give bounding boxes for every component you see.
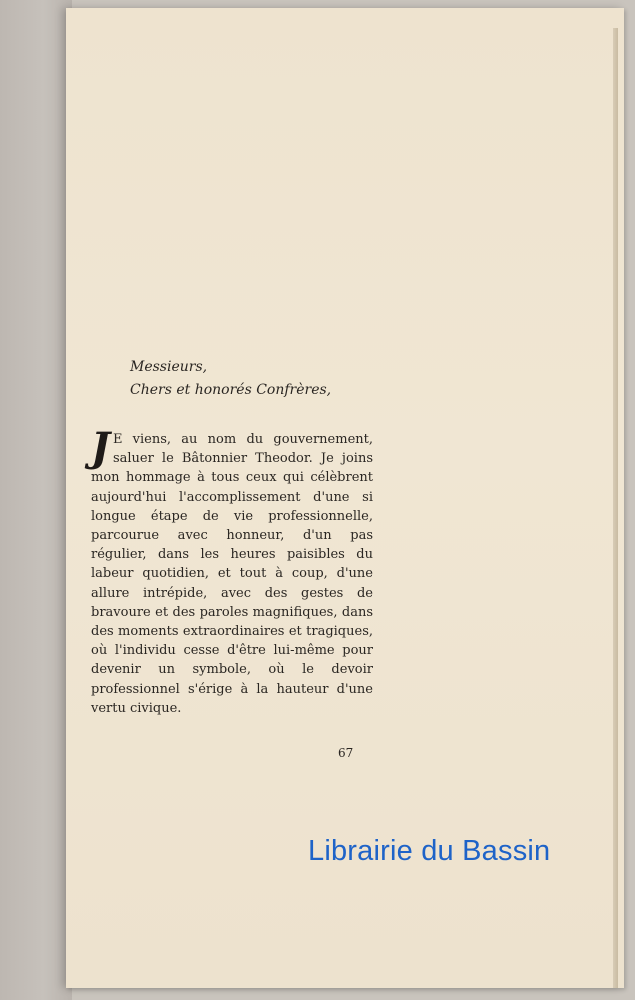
- book-cover-edge: [0, 0, 72, 1000]
- drop-cap: J: [91, 424, 110, 471]
- paragraph-text: E viens, au nom du gouvernement, saluer le Bâtonnier Theodor. Je joins mon hommage à tous ceux qui célèbrent aujourd'hui l'accomplissement d'une si longue étape de vie professionnelle, parcourue avec honneur, d'un pas régulier, dans les heures paisibles du labeur quotidien, et tout à coup, d'une allure intrépide, avec des gestes de bravoure et des paroles magnifiques, dans des moments extraordinaires et tragiques, où l'individu cesse d'être lui-même pour devenir un symbole, où le devoir professionnel s'érige à la hauteur d'une vertu civique.: [91, 432, 373, 716]
- salutation-line-1: Messieurs,: [130, 359, 208, 375]
- body-paragraph: [91, 424, 373, 718]
- page-edge: [613, 28, 618, 988]
- page-number: 67: [338, 746, 354, 760]
- watermark: Librairie du Bassin: [308, 835, 551, 867]
- salutation-line-2: Chers et honorés Confrères,: [130, 382, 332, 398]
- salutation: [130, 356, 331, 402]
